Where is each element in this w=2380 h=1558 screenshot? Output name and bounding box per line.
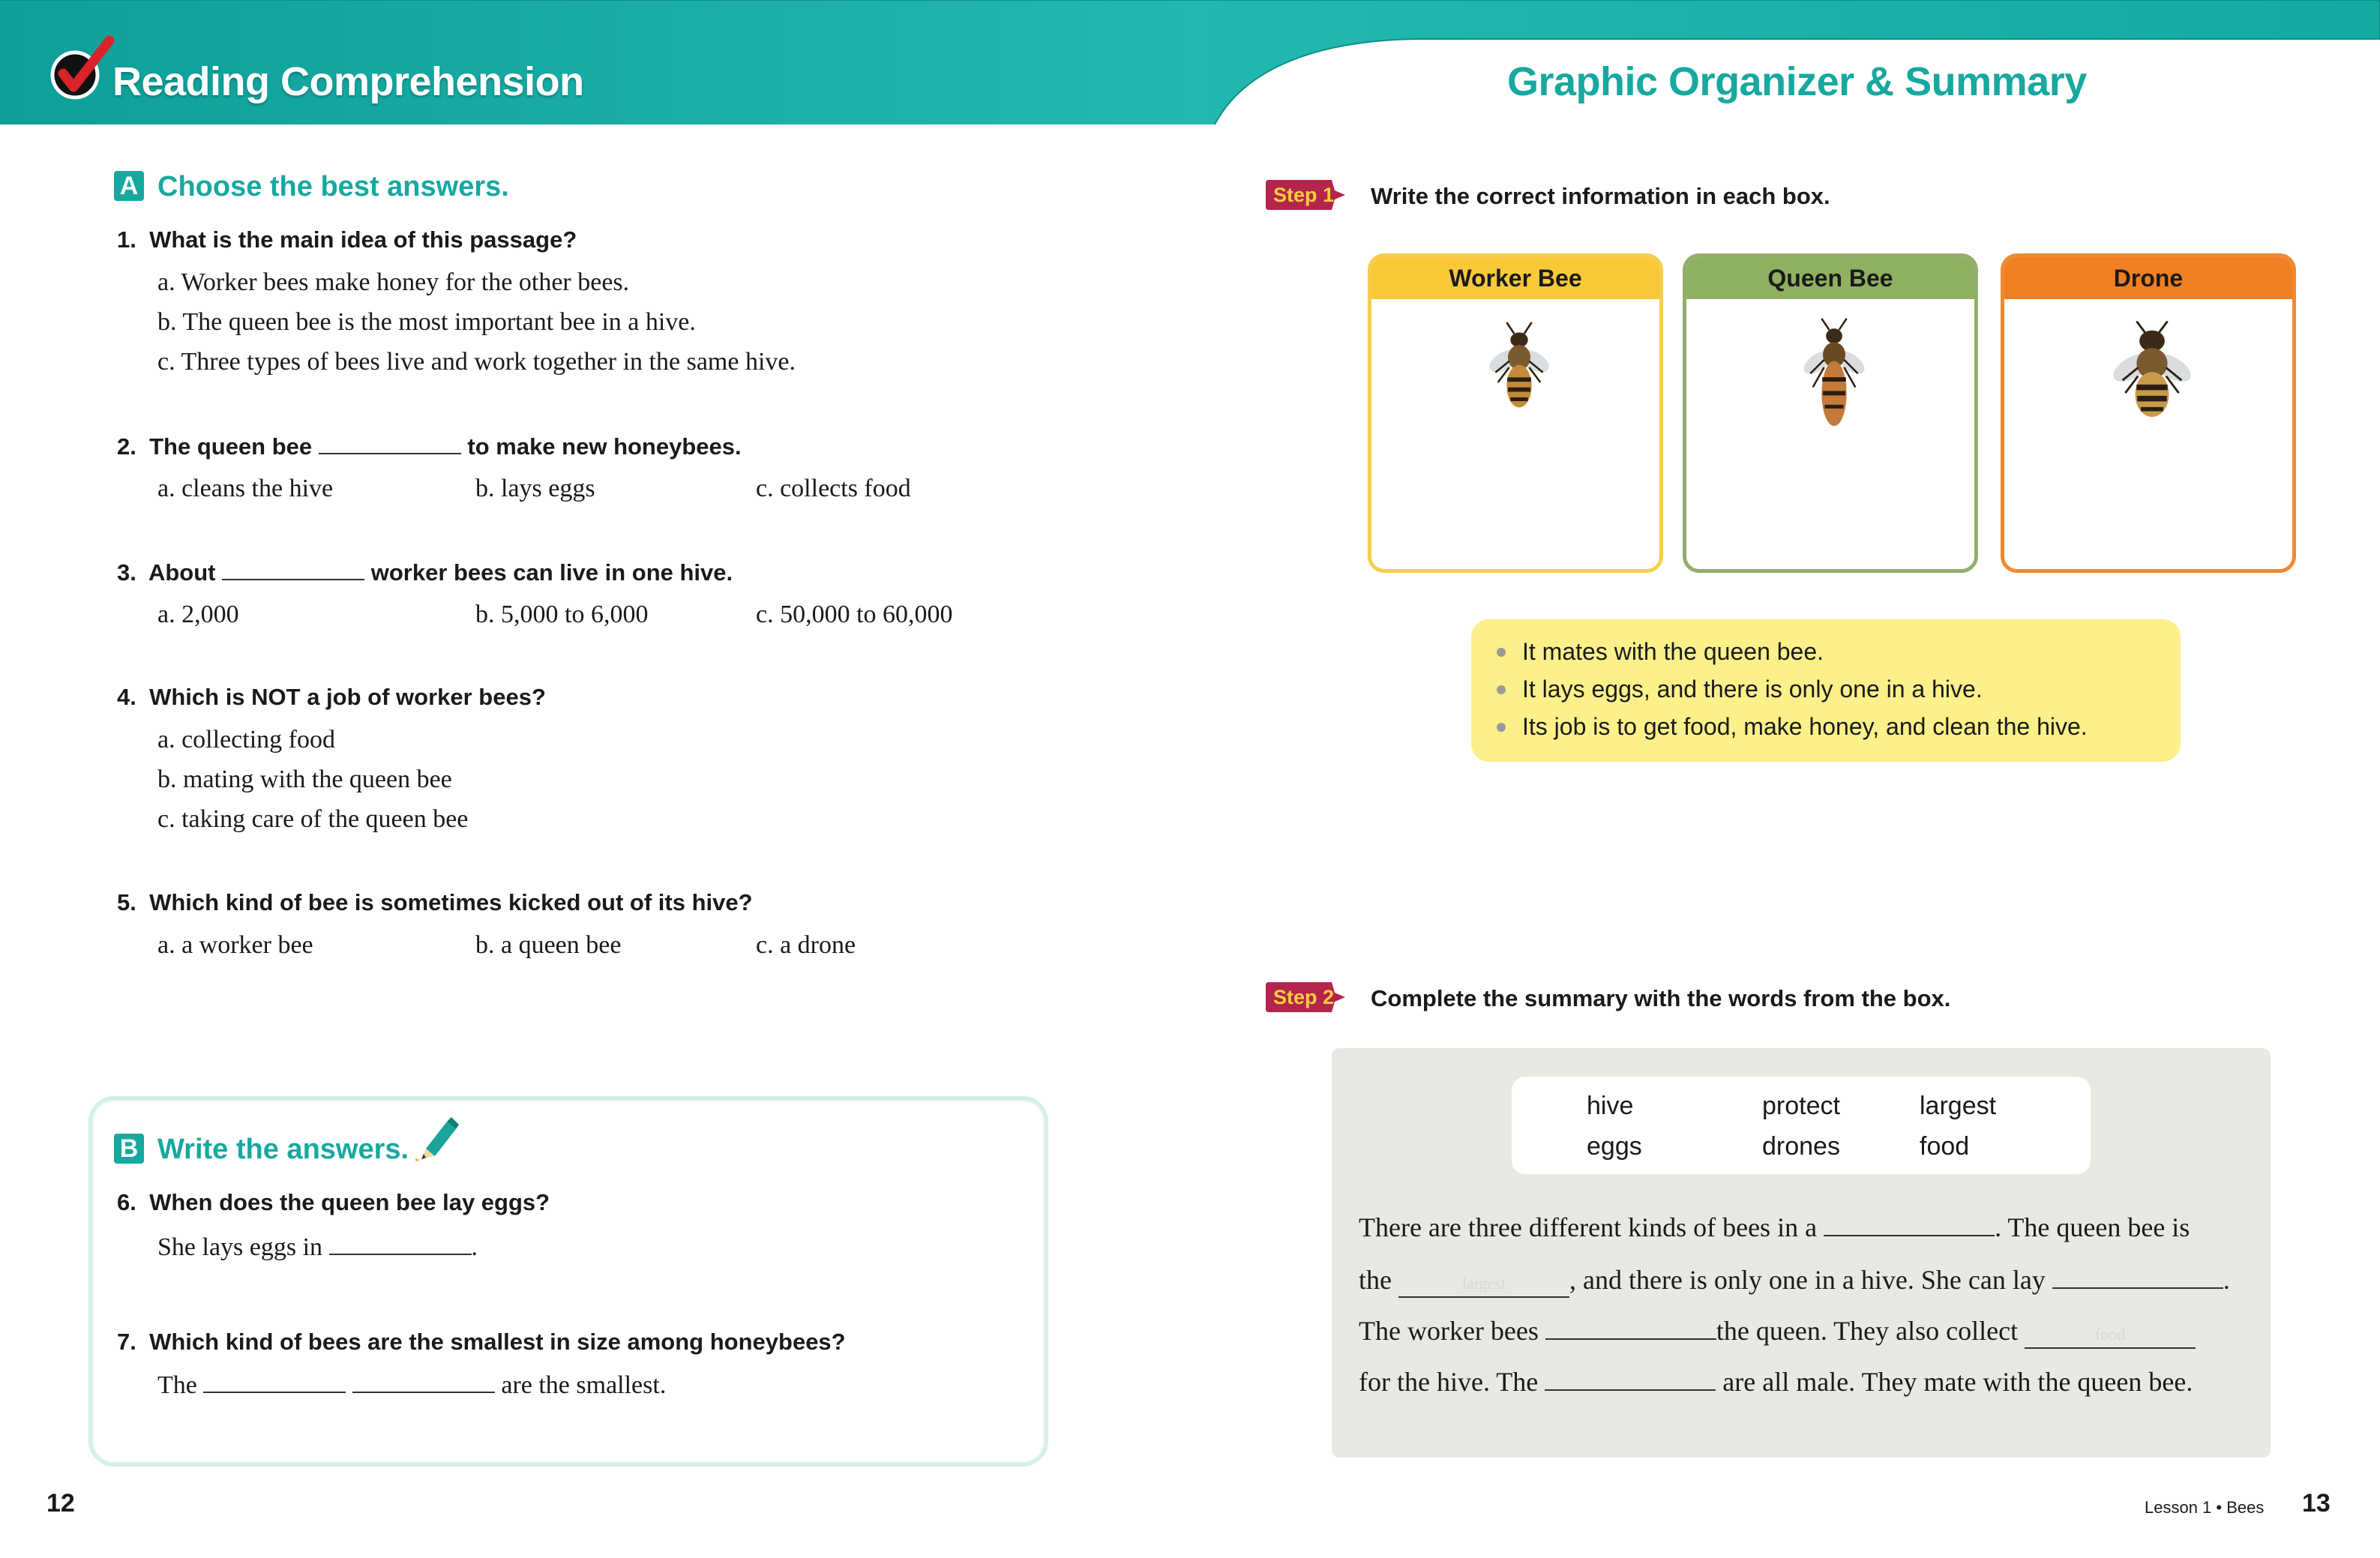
option-4a[interactable]: a. collecting food — [157, 726, 335, 754]
summary-blank[interactable] — [1545, 1368, 1716, 1391]
step-1-label: Step 1 — [1273, 184, 1335, 206]
question-number: 2. — [117, 433, 136, 460]
question-number: 6. — [117, 1189, 136, 1215]
drone-header: Drone — [2004, 257, 2292, 299]
reading-comprehension-title: Reading Comprehension — [112, 59, 584, 104]
worker-bee-icon — [1482, 317, 1557, 418]
option-2b[interactable]: b. lays eggs — [475, 475, 595, 502]
option-4b[interactable]: b. mating with the queen bee — [157, 766, 452, 793]
answer-text-before: The — [157, 1371, 197, 1399]
word-bank-item[interactable]: protect — [1762, 1092, 1840, 1120]
word-bank-item[interactable]: largest — [1920, 1092, 1997, 1120]
summary-text: The worker bees — [1359, 1316, 1539, 1346]
statement-item[interactable]: Its job is to get food, make honey, and clean the hive. — [1497, 708, 2181, 745]
answer-blank[interactable] — [329, 1233, 472, 1255]
question-text-before: The queen bee — [149, 433, 313, 460]
queen-bee-box[interactable] — [1683, 253, 1978, 573]
option-3c[interactable]: c. 50,000 to 60,000 — [756, 601, 953, 628]
summary-blank[interactable] — [1545, 1317, 1716, 1340]
summary-blank-filled[interactable]: food — [2025, 1323, 2196, 1349]
word-bank-item[interactable]: food — [1920, 1132, 1970, 1161]
drone-box[interactable] — [2001, 253, 2296, 573]
answer-blank[interactable] — [222, 558, 364, 580]
question-text-after: worker bees can live in one hive. — [370, 559, 733, 586]
word-bank-item[interactable]: eggs — [1587, 1132, 1642, 1161]
step-1-tag — [1266, 178, 1347, 211]
question-2 — [117, 432, 742, 460]
statement-item[interactable]: It mates with the queen bee. — [1497, 633, 2181, 670]
worker-bee-box[interactable] — [1368, 253, 1663, 573]
answer-text-after: are the smallest. — [501, 1371, 667, 1399]
option-4c[interactable]: c. taking care of the queen bee — [157, 805, 469, 833]
question-7 — [117, 1329, 846, 1356]
option-3a[interactable]: a. 2,000 — [157, 601, 239, 628]
answer-blank[interactable] — [203, 1371, 346, 1393]
summary-blank-filled[interactable]: largest — [1398, 1272, 1569, 1298]
word-bank-item[interactable]: drones — [1762, 1132, 1840, 1161]
section-a-badge: A — [114, 171, 144, 201]
section-a-title: Choose the best answers. — [157, 171, 509, 202]
option-1a[interactable]: a. Worker bees make honey for the other bees. — [157, 268, 630, 296]
question-text-after: to make new honeybees. — [467, 433, 742, 460]
summary-text: are all male. They mate with the queen bee. — [1722, 1367, 2193, 1397]
page-number-left: 12 — [46, 1489, 75, 1518]
statement-item[interactable]: It lays eggs, and there is only one in a hive. — [1497, 670, 2181, 708]
section-b-badge: B — [114, 1134, 144, 1164]
summary-line-2 — [1359, 1264, 2230, 1298]
step-1-instruction: Write the correct information in each box. — [1371, 183, 1830, 209]
question-text: When does the queen bee lay eggs? — [149, 1189, 550, 1215]
question-number: 7. — [117, 1329, 136, 1355]
answer-line-7 — [157, 1371, 666, 1400]
page-number-right: 13 — [2302, 1489, 2331, 1518]
summary-line-3 — [1359, 1315, 2196, 1349]
question-text: Which kind of bee is sometimes kicked out of its hive? — [149, 889, 753, 915]
option-2c[interactable]: c. collects food — [756, 475, 911, 502]
step-2-instruction: Complete the summary with the words from the box. — [1371, 985, 1951, 1011]
summary-line-4 — [1359, 1366, 2193, 1398]
step-2-tag — [1266, 981, 1347, 1014]
question-number: 3. — [117, 559, 136, 586]
question-3 — [117, 558, 733, 586]
option-2a[interactable]: a. cleans the hive — [157, 475, 334, 502]
section-b-title: Write the answers. — [157, 1134, 409, 1165]
worker-bee-header: Worker Bee — [1371, 257, 1659, 299]
summary-text: There are three different kinds of bees in a — [1359, 1212, 1818, 1242]
drone-icon — [2107, 316, 2197, 428]
answer-blank[interactable] — [319, 432, 461, 454]
summary-text: for the hive. The — [1359, 1367, 1539, 1397]
answer-blank[interactable] — [352, 1371, 495, 1393]
question-5 — [117, 889, 753, 916]
lesson-label: Lesson 1 • Bees — [2145, 1498, 2265, 1517]
statements-list — [1497, 633, 2181, 745]
checkmark-icon — [46, 30, 115, 105]
question-text: Which kind of bees are the smallest in size among honeybees? — [149, 1329, 846, 1355]
queen-bee-icon — [1797, 314, 1872, 434]
question-number: 1. — [117, 226, 136, 253]
question-1 — [117, 226, 577, 253]
option-5a[interactable]: a. a worker bee — [157, 931, 313, 959]
summary-text: . The queen bee is — [1995, 1212, 2190, 1242]
option-1b[interactable]: b. The queen bee is the most important bee in a hive. — [157, 308, 696, 336]
summary-line-1 — [1359, 1212, 2190, 1243]
question-text: What is the main idea of this passage? — [149, 226, 577, 253]
statements-box — [1471, 619, 2181, 762]
question-number: 5. — [117, 889, 136, 915]
summary-text: the queen. They also collect — [1716, 1316, 2019, 1346]
option-1c[interactable]: c. Three types of bees live and work together in the same hive. — [157, 348, 796, 376]
summary-text: , and there is only one in a hive. She can lay — [1569, 1265, 2046, 1295]
summary-blank[interactable] — [1824, 1214, 1995, 1236]
summary-text: the — [1359, 1265, 1392, 1295]
pencil-icon — [414, 1116, 460, 1162]
question-6 — [117, 1189, 550, 1216]
answer-text-after: . — [471, 1233, 478, 1261]
question-text: Which is NOT a job of worker bees? — [149, 684, 546, 710]
option-3b[interactable]: b. 5,000 to 6,000 — [475, 601, 649, 628]
question-4 — [117, 684, 546, 711]
option-5c[interactable]: c. a drone — [756, 931, 856, 959]
summary-text: . — [2223, 1265, 2230, 1295]
graphic-organizer-title: Graphic Organizer & Summary — [1507, 59, 2087, 104]
answer-line-6 — [157, 1233, 478, 1262]
question-number: 4. — [117, 684, 136, 710]
step-2-label: Step 2 — [1273, 986, 1335, 1008]
queen-bee-header: Queen Bee — [1686, 257, 1974, 299]
question-text-before: About — [148, 559, 216, 586]
summary-blank[interactable] — [2052, 1266, 2223, 1289]
answer-text-before: She lays eggs in — [157, 1233, 323, 1261]
word-bank-item[interactable]: hive — [1587, 1092, 1634, 1120]
option-5b[interactable]: b. a queen bee — [475, 931, 622, 959]
